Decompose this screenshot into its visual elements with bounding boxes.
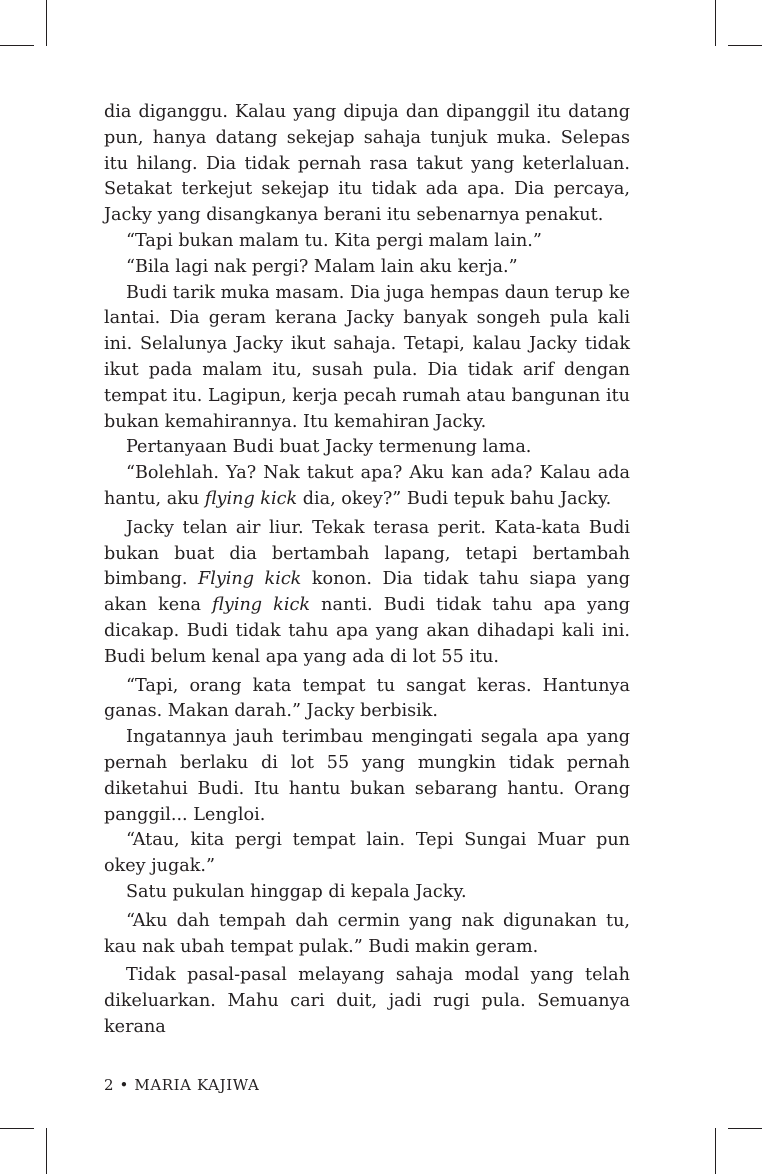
paragraph: [104, 281, 630, 436]
text-run: “Bolehlah. Ya? Nak takut apa? Aku kan ada? Kalau ada hantu, aku: [104, 463, 630, 509]
italic-phrase: Flying kick: [198, 569, 302, 590]
paragraph: [104, 909, 630, 961]
paragraph: [104, 435, 630, 461]
paragraph: [104, 725, 630, 828]
crop-mark-bottom-right: [715, 1128, 716, 1174]
text-run: Pertanyaan Budi buat Jacky termenung lama.: [126, 437, 532, 458]
footer-separator: •: [119, 1076, 129, 1094]
paragraph: [104, 828, 630, 880]
page-footer: [104, 1076, 259, 1094]
text-run: “Tapi, orang kata tempat tu sangat keras. Hantunya ganas. Makan darah.” Jacky berbisik.: [104, 675, 630, 722]
paragraph: [104, 516, 630, 671]
crop-mark-top-right: [728, 45, 762, 46]
author-name: MARIA KAJIWA: [134, 1076, 260, 1094]
paragraph: [104, 963, 630, 1040]
crop-mark-top-left: [46, 0, 47, 46]
paragraph: [104, 255, 630, 281]
paragraph: [104, 880, 630, 906]
text-run: dia, okey?” Budi tepuk bahu Jacky.: [297, 488, 612, 509]
text-run: “Bila lagi nak pergi? Malam lain aku kerja.”: [126, 256, 518, 277]
text-run: Jacky telan air liur. Tekak terasa perit. Kata-kata Budi bukan buat dia bertambah lapang, tetapi bertambah bimbang.: [104, 517, 630, 590]
paragraph: [104, 100, 630, 229]
text-run: “Aku dah tempah dah cermin yang nak digunakan tu, kau nak ubah tempat pulak.” Budi makin geram.: [104, 910, 630, 957]
page-number: 2: [104, 1076, 115, 1094]
crop-mark-bottom-right: [728, 1128, 762, 1129]
text-run: “Tapi bukan malam tu. Kita pergi malam lain.”: [126, 230, 542, 251]
paragraph: [104, 229, 630, 255]
crop-mark-top-left: [0, 45, 34, 46]
crop-mark-bottom-left: [0, 1128, 34, 1129]
text-run: Satu pukulan hinggap di kepala Jacky.: [126, 881, 467, 902]
crop-mark-bottom-left: [46, 1128, 47, 1174]
italic-phrase: flying kick: [212, 595, 310, 616]
paragraph: [104, 674, 630, 726]
text-run: Tidak pasal-pasal melayang sahaja modal yang telah dikeluarkan. Mahu cari duit, jadi rugi pula. Semuanya kerana: [104, 965, 630, 1037]
crop-mark-top-right: [715, 0, 716, 46]
text-run: “Atau, kita pergi tempat lain. Tepi Sungai Muar pun okey jugak.”: [104, 830, 630, 877]
text-run: Ingatannya jauh terimbau mengingati segala apa yang pernah berlaku di lot 55 yang mungkin tidak pernah diketahui Budi. Itu hantu bukan sebarang hantu. Orang panggil... Lengloi.: [104, 727, 630, 825]
page-body-text: [104, 100, 630, 1041]
paragraph: [104, 461, 630, 513]
text-run: Budi tarik muka masam. Dia juga hempas daun terup ke lantai. Dia geram kerana Jacky banyak songeh pula kali ini. Selalunya Jacky ikut sahaja. Tetapi, kalau Jacky tidak ikut pada malam itu, susah pula. Dia tidak arif dengan tempat itu. Lagipun, kerja pecah rumah atau bangunan itu bukan kemahirannya. Itu kemahiran Jacky.: [104, 282, 630, 432]
text-run: konon. Dia tidak tahu siapa yang akan kena: [104, 569, 630, 616]
text-run: dia diganggu. Kalau yang dipuja dan dipanggil itu datang pun, hanya datang sekejap sahaja tunjuk muka. Selepas itu hilang. Dia tidak pernah rasa takut yang keterlaluan. Setakat terkejut sekejap itu tidak ada apa. Dia percaya, Jacky yang disangkanya berani itu sebenarnya penakut.: [104, 102, 630, 226]
italic-phrase: flying kick: [204, 488, 298, 509]
text-run: nanti. Budi tidak tahu apa yang dicakap. Budi tidak tahu apa yang akan dihadapi kali ini. Budi belum kenal apa yang ada di lot 55 itu.: [104, 595, 630, 667]
